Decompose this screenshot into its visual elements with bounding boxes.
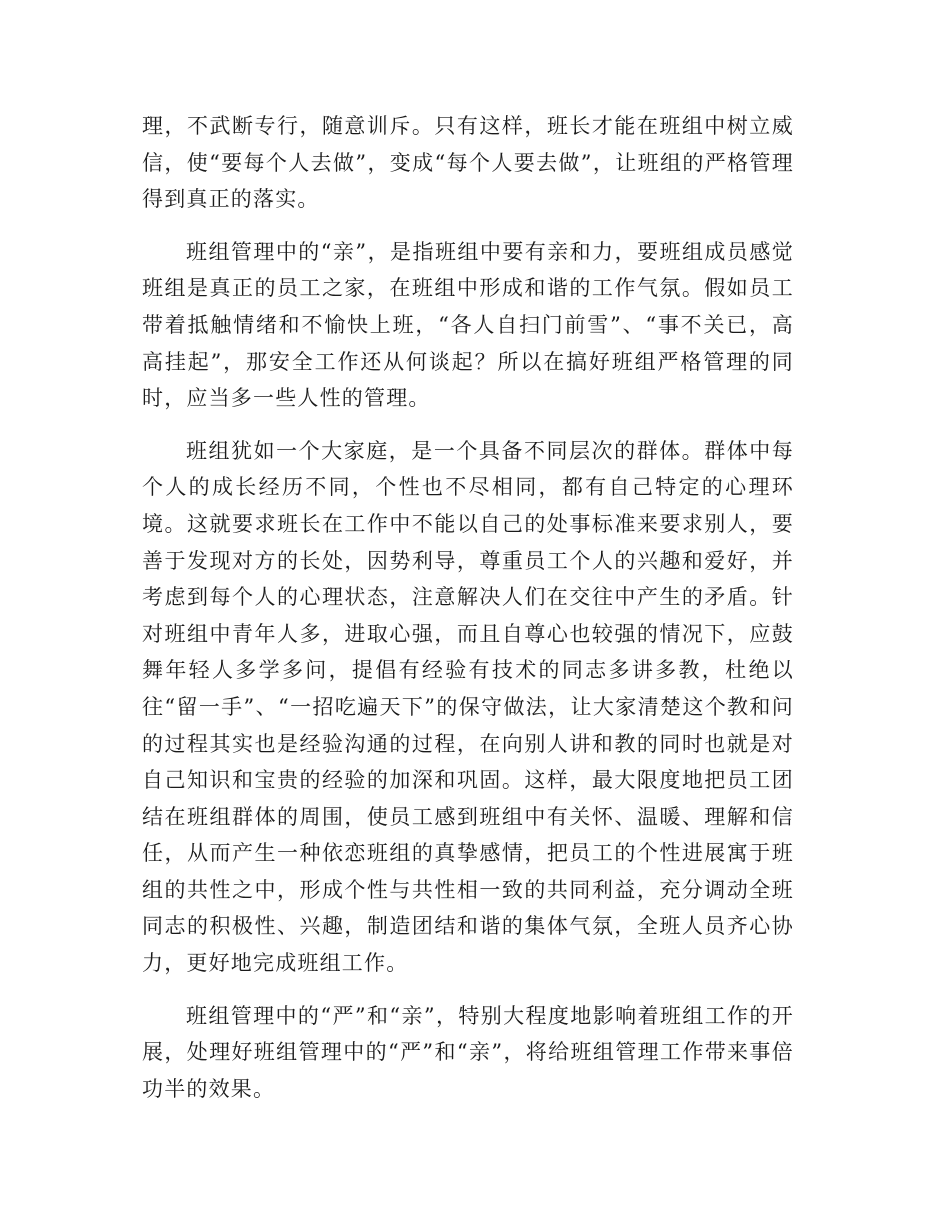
paragraph-4: 班组管理中的“严”和“亲”，特别大程度地影响着班组工作的开展，处理好班组管理中的“严”和“亲”，将给班组管理工作带来事倍功半的效果。: [142, 1003, 794, 1101]
paragraph-1: 理，不武断专行，随意训斥。只有这样，班长才能在班组中树立威信，使“要每个人去做”，变成“每个人要去做”，让班组的严格管理得到真正的落实。: [142, 114, 794, 212]
paragraph-2: 班组管理中的“亲”，是指班组中要有亲和力，要班组成员感觉班组是真正的员工之家，在班组中形成和谐的工作气氛。假如员工带着抵触情绪和不愉快上班，“各人自扫门前雪”、“事不关已，高高挂起”，那安全工作还从何谈起？所以在搞好班组严格管理的同时，应当多一些人性的管理。: [142, 239, 794, 411]
paragraph-3: 班组犹如一个大家庭，是一个具备不同层次的群体。群体中每个人的成长经历不同，个性也不尽相同，都有自己特定的心理环境。这就要求班长在工作中不能以自己的处事标准来要求别人，要善于发现对方的长处，因势利导，尊重员工个人的兴趣和爱好，并考虑到每个人的心理状态，注意解决人们在交往中产生的矛盾。针对班组中青年人多，进取心强，而且自尊心也较强的情况下，应鼓舞年轻人多学多问，提倡有经验有技术的同志多讲多教，杜绝以往“留一手”、“一招吃遍天下”的保守做法，让大家清楚这个教和问的过程其实也是经验沟通的过程，在向别人讲和教的同时也就是对自己知识和宝贵的经验的加深和巩固。这样，最大限度地把员工团结在班组群体的周围，使员工感到班组中有关怀、温暖、理解和信任，从而产生一种依恋班组的真挚感情，把员工的个性进展寓于班组的共性之中，形成个性与共性相一致的共同利益，充分调动全班同志的积极性、兴趣，制造团结和谐的集体气氛，全班人员齐心协力，更好地完成班组工作。: [142, 438, 794, 976]
document-body: [142, 108, 794, 1123]
